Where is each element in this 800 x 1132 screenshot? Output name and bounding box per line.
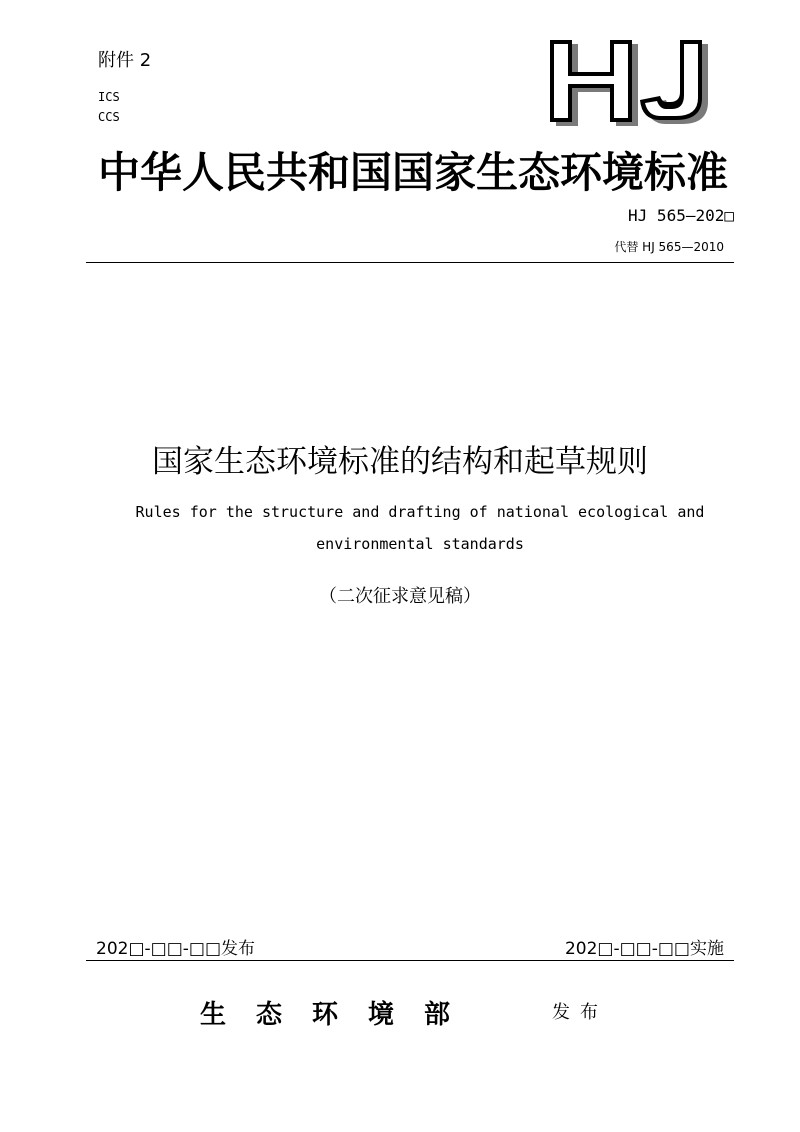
bottom-divider [86,960,734,961]
issuing-authority-suffix: 发布 [552,1002,608,1023]
top-divider [86,262,734,263]
standard-category-title: 中华人民共和国国家生态环境标准 [98,148,729,197]
issue-date: 202□-□□-□□发布 [96,939,256,959]
issuing-authority: 生态环境部 [200,1000,481,1030]
hj-logo [546,38,714,126]
replaces-note: 代替 HJ 565—2010 [614,240,724,254]
document-title: 国家生态环境标准的结构和起草规则 [152,444,648,480]
implementation-date: 202□-□□-□□实施 [564,939,724,959]
draft-note: （二次征求意见稿） [319,586,481,607]
document-title-english: Rules for the structure and drafting of national ecological and environmental standards [135,503,705,553]
standard-number: HJ 565—202□ [628,206,734,225]
attachment-label: 附件 2 [98,50,152,71]
ics-code: ICS [98,90,120,104]
ccs-code: CCS [98,110,120,124]
